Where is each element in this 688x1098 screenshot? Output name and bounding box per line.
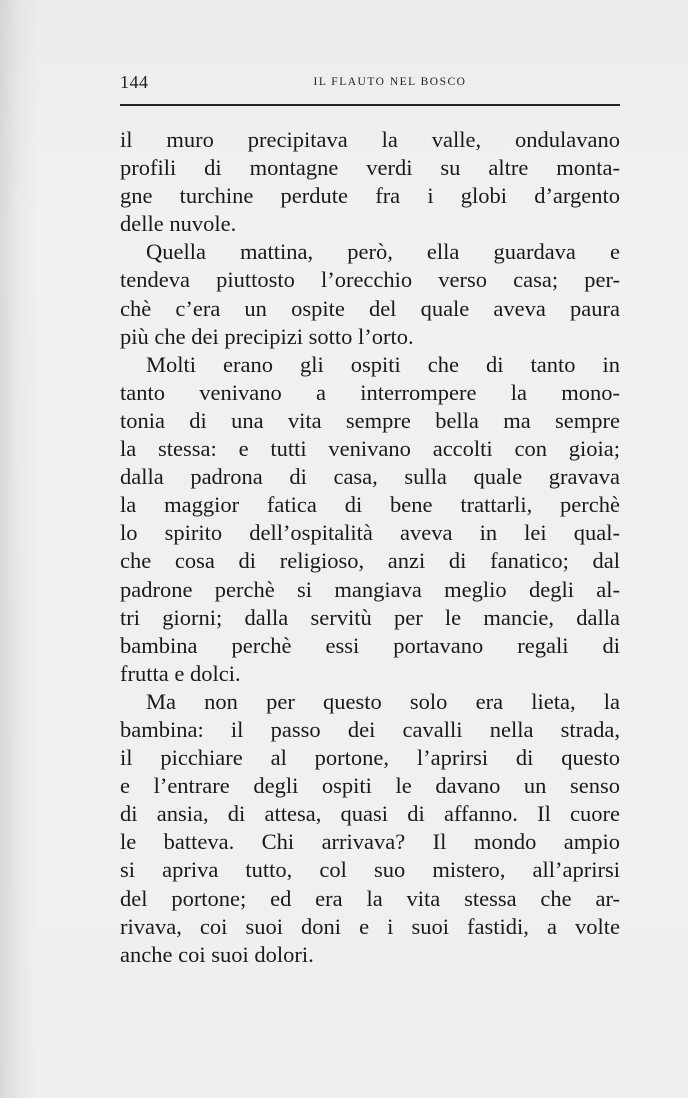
text-line: la maggior fatica di bene trattarli, perchè [120, 492, 620, 518]
text-line: più che dei precipizi sotto l’orto. [120, 323, 414, 349]
text-line: le batteva. Chi arrivava? Il mondo ampio [120, 829, 620, 855]
text-line: che cosa di religioso, anzi di fanatico; dal [120, 548, 620, 574]
running-title: IL FLAUTO NEL BOSCO [313, 76, 467, 88]
paragraph [120, 126, 620, 238]
text-line: e l’entrare degli ospiti le davano un senso [120, 773, 620, 799]
text-line: tendeva piuttosto l’orecchio verso casa; per- [120, 267, 620, 293]
text-line: profili di montagne verdi su altre monta- [120, 155, 620, 181]
text-line: Quella mattina, però, ella guardava e [146, 239, 620, 265]
text-line: delle nuvole. [120, 211, 237, 237]
text-line: il picchiare al portone, l’aprirsi di questo [120, 745, 620, 771]
header-rule [120, 104, 620, 106]
body-text [120, 126, 620, 969]
paragraph [120, 238, 620, 350]
text-line: anche coi suoi dolori. [120, 941, 314, 967]
text-line: si apriva tutto, col suo mistero, all’aprirsi [120, 857, 620, 883]
text-line: dalla padrona di casa, sulla quale gravava [120, 464, 620, 490]
text-line: tonia di una vita sempre bella ma sempre [120, 407, 620, 433]
text-line: bambina perchè essi portavano regali di [120, 632, 620, 658]
text-line: del portone; ed era la vita stessa che ar- [120, 885, 620, 911]
text-line: Molti erano gli ospiti che di tanto in [146, 351, 620, 377]
text-line: la stessa: e tutti venivano accolti con gioia; [120, 436, 620, 462]
text-line: chè c’era un ospite del quale aveva paura [120, 295, 620, 321]
text-line: rivava, coi suoi doni e i suoi fastidi, a volte [120, 913, 620, 939]
text-line: lo spirito dell’ospitalità aveva in lei qual- [120, 520, 620, 546]
page-header [120, 72, 620, 98]
text-line: gne turchine perdute fra i globi d’argento [120, 183, 620, 209]
text-line: bambina: il passo dei cavalli nella strada, [120, 716, 620, 742]
text-line: tri giorni; dalla servitù per le mancie, dalla [120, 604, 620, 630]
paragraph [120, 351, 620, 688]
text-line: frutta e dolci. [120, 660, 241, 686]
text-line: il muro precipitava la valle, ondulavano [120, 127, 620, 152]
text-line: Ma non per questo solo era lieta, la [146, 688, 620, 714]
text-line: padrone perchè si mangiava meglio degli al- [120, 576, 620, 602]
page-number: 144 [120, 72, 149, 92]
text-line: di ansia, di attesa, quasi di affanno. Il cuore [120, 801, 620, 827]
text-line: tanto venivano a interrompere la mono- [120, 379, 620, 405]
paragraph [120, 688, 620, 969]
